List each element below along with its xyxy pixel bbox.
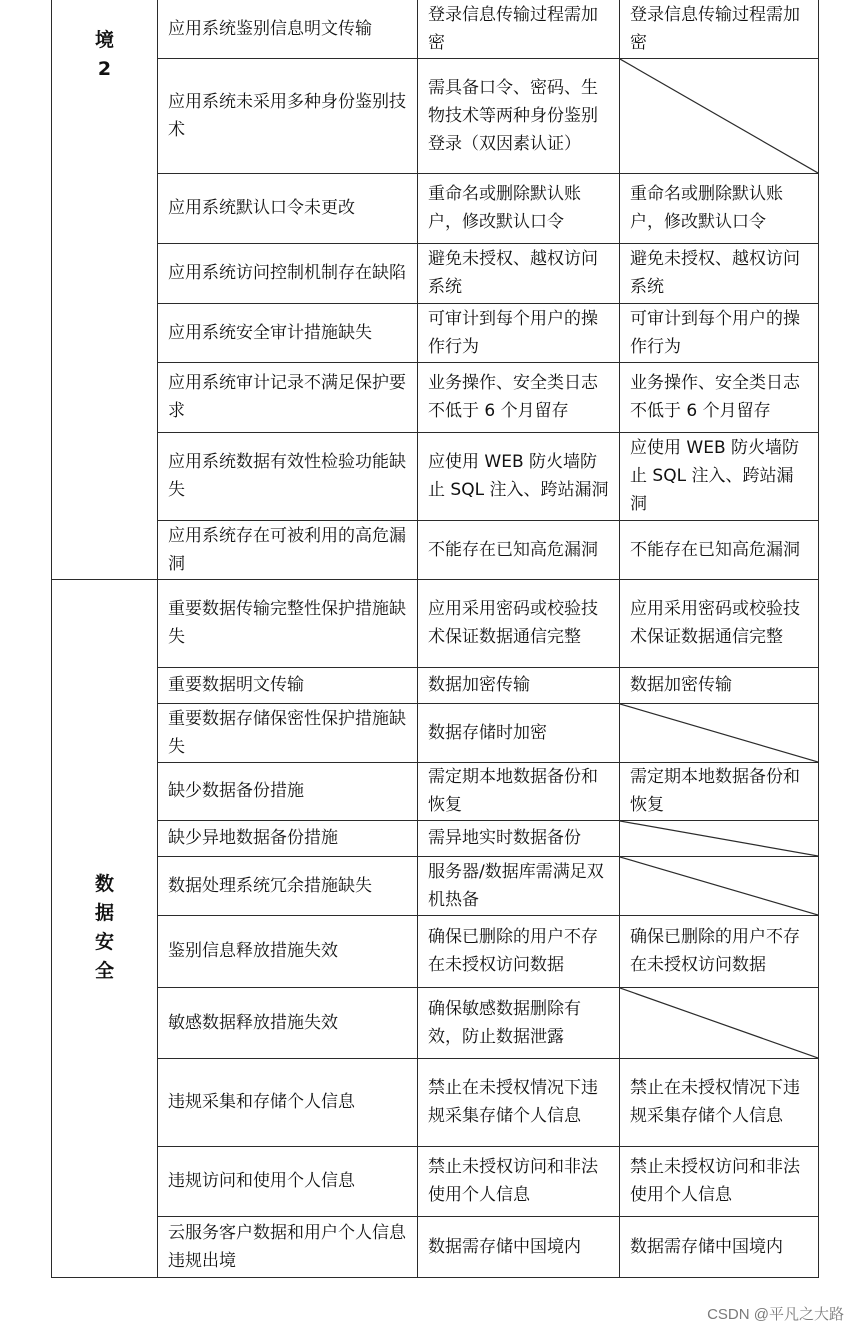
measure-cell: 应用采用密码或校验技术保证数据通信完整 bbox=[418, 579, 620, 667]
measure-cell: 应使用 WEB 防火墙防止 SQL 注入、跨站漏洞 bbox=[418, 432, 620, 520]
measure-cell: 数据存储时加密 bbox=[418, 703, 620, 762]
issue-cell: 重要数据存储保密性保护措施缺失 bbox=[158, 703, 418, 762]
measure-cell: 需定期本地数据备份和恢复 bbox=[418, 762, 620, 820]
measure-cell: 数据需存储中国境内 bbox=[418, 1216, 620, 1277]
diagonal-slash bbox=[620, 821, 818, 856]
issue-cell: 重要数据传输完整性保护措施缺失 bbox=[158, 579, 418, 667]
diagonal-slash bbox=[620, 857, 818, 915]
table-row bbox=[52, 762, 819, 820]
issue-cell: 应用系统审计记录不满足保护要求 bbox=[158, 362, 418, 432]
table-row bbox=[52, 243, 819, 303]
issue-cell: 缺少异地数据备份措施 bbox=[158, 820, 418, 856]
measure-cell: 禁止在未授权情况下违规采集存储个人信息 bbox=[418, 1058, 620, 1146]
applied-cell: 需定期本地数据备份和恢复 bbox=[620, 762, 819, 820]
applied-cell: 数据加密传输 bbox=[620, 667, 819, 703]
section-label-text: 数 据 安 全 bbox=[94, 873, 114, 982]
issue-cell: 云服务客户数据和用户个人信息违规出境 bbox=[158, 1216, 418, 1277]
table-row bbox=[52, 58, 819, 173]
diagonal-slash bbox=[620, 988, 818, 1058]
applied-cell: 确保已删除的用户不存在未授权访问数据 bbox=[620, 915, 819, 987]
issue-cell: 鉴别信息释放措施失效 bbox=[158, 915, 418, 987]
table-row bbox=[52, 579, 819, 667]
measure-cell: 业务操作、安全类日志不低于 6 个月留存 bbox=[418, 362, 620, 432]
section-label-text: 境 2 bbox=[94, 29, 114, 80]
issue-cell: 违规访问和使用个人信息 bbox=[158, 1146, 418, 1216]
measure-cell: 避免未授权、越权访问系统 bbox=[418, 243, 620, 303]
issue-cell: 应用系统数据有效性检验功能缺失 bbox=[158, 432, 418, 520]
measure-cell: 重命名或删除默认账户，修改默认口令 bbox=[418, 173, 620, 243]
table-row bbox=[52, 703, 819, 762]
measure-cell: 禁止未授权访问和非法使用个人信息 bbox=[418, 1146, 620, 1216]
applied-cell: 登录信息传输过程需加密 bbox=[620, 0, 819, 58]
not-applicable-cell bbox=[620, 987, 819, 1058]
issue-cell: 应用系统鉴别信息明文传输 bbox=[158, 0, 418, 58]
table-row bbox=[52, 1216, 819, 1277]
table-row bbox=[52, 432, 819, 520]
applied-cell: 业务操作、安全类日志不低于 6 个月留存 bbox=[620, 362, 819, 432]
applied-cell: 避免未授权、越权访问系统 bbox=[620, 243, 819, 303]
table-row bbox=[52, 856, 819, 915]
not-applicable-cell bbox=[620, 856, 819, 915]
applied-cell: 不能存在已知高危漏洞 bbox=[620, 520, 819, 579]
measure-cell: 需异地实时数据备份 bbox=[418, 820, 620, 856]
issue-cell: 应用系统未采用多种身份鉴别技术 bbox=[158, 58, 418, 173]
not-applicable-cell bbox=[620, 820, 819, 856]
table-row bbox=[52, 820, 819, 856]
applied-cell: 数据需存储中国境内 bbox=[620, 1216, 819, 1277]
section-label-data-security bbox=[52, 579, 158, 1277]
table-row bbox=[52, 915, 819, 987]
issue-cell: 应用系统安全审计措施缺失 bbox=[158, 303, 418, 362]
issue-cell: 应用系统存在可被利用的高危漏洞 bbox=[158, 520, 418, 579]
table-row bbox=[52, 362, 819, 432]
table-row bbox=[52, 1146, 819, 1216]
not-applicable-cell bbox=[620, 703, 819, 762]
measure-cell: 需具备口令、密码、生物技术等两种身份鉴别登录（双因素认证） bbox=[418, 58, 620, 173]
issue-cell: 数据处理系统冗余措施缺失 bbox=[158, 856, 418, 915]
issue-cell: 敏感数据释放措施失效 bbox=[158, 987, 418, 1058]
applied-cell: 重命名或删除默认账户，修改默认口令 bbox=[620, 173, 819, 243]
measure-cell: 数据加密传输 bbox=[418, 667, 620, 703]
applied-cell: 应用采用密码或校验技术保证数据通信完整 bbox=[620, 579, 819, 667]
applied-cell: 应使用 WEB 防火墙防止 SQL 注入、跨站漏洞 bbox=[620, 432, 819, 520]
watermark: CSDN @平凡之大路 bbox=[707, 1306, 844, 1323]
table-row bbox=[52, 0, 819, 58]
measure-cell: 确保敏感数据删除有效，防止数据泄露 bbox=[418, 987, 620, 1058]
table-row bbox=[52, 520, 819, 579]
table-row bbox=[52, 987, 819, 1058]
issue-cell: 违规采集和存储个人信息 bbox=[158, 1058, 418, 1146]
measure-cell: 确保已删除的用户不存在未授权访问数据 bbox=[418, 915, 620, 987]
table-row bbox=[52, 303, 819, 362]
applied-cell: 禁止未授权访问和非法使用个人信息 bbox=[620, 1146, 819, 1216]
measure-cell: 不能存在已知高危漏洞 bbox=[418, 520, 620, 579]
section-label-env2 bbox=[52, 0, 158, 579]
table-row bbox=[52, 173, 819, 243]
diagonal-slash bbox=[620, 59, 818, 173]
diagonal-slash bbox=[620, 704, 818, 762]
table-row bbox=[52, 667, 819, 703]
not-applicable-cell bbox=[620, 58, 819, 173]
issue-cell: 应用系统默认口令未更改 bbox=[158, 173, 418, 243]
measure-cell: 可审计到每个用户的操作行为 bbox=[418, 303, 620, 362]
applied-cell: 禁止在未授权情况下违规采集存储个人信息 bbox=[620, 1058, 819, 1146]
issue-cell: 缺少数据备份措施 bbox=[158, 762, 418, 820]
measure-cell: 服务器/数据库需满足双机热备 bbox=[418, 856, 620, 915]
table-row bbox=[52, 1058, 819, 1146]
issue-cell: 应用系统访问控制机制存在缺陷 bbox=[158, 243, 418, 303]
security-requirements-table bbox=[51, 0, 819, 1278]
measure-cell: 登录信息传输过程需加密 bbox=[418, 0, 620, 58]
issue-cell: 重要数据明文传输 bbox=[158, 667, 418, 703]
applied-cell: 可审计到每个用户的操作行为 bbox=[620, 303, 819, 362]
